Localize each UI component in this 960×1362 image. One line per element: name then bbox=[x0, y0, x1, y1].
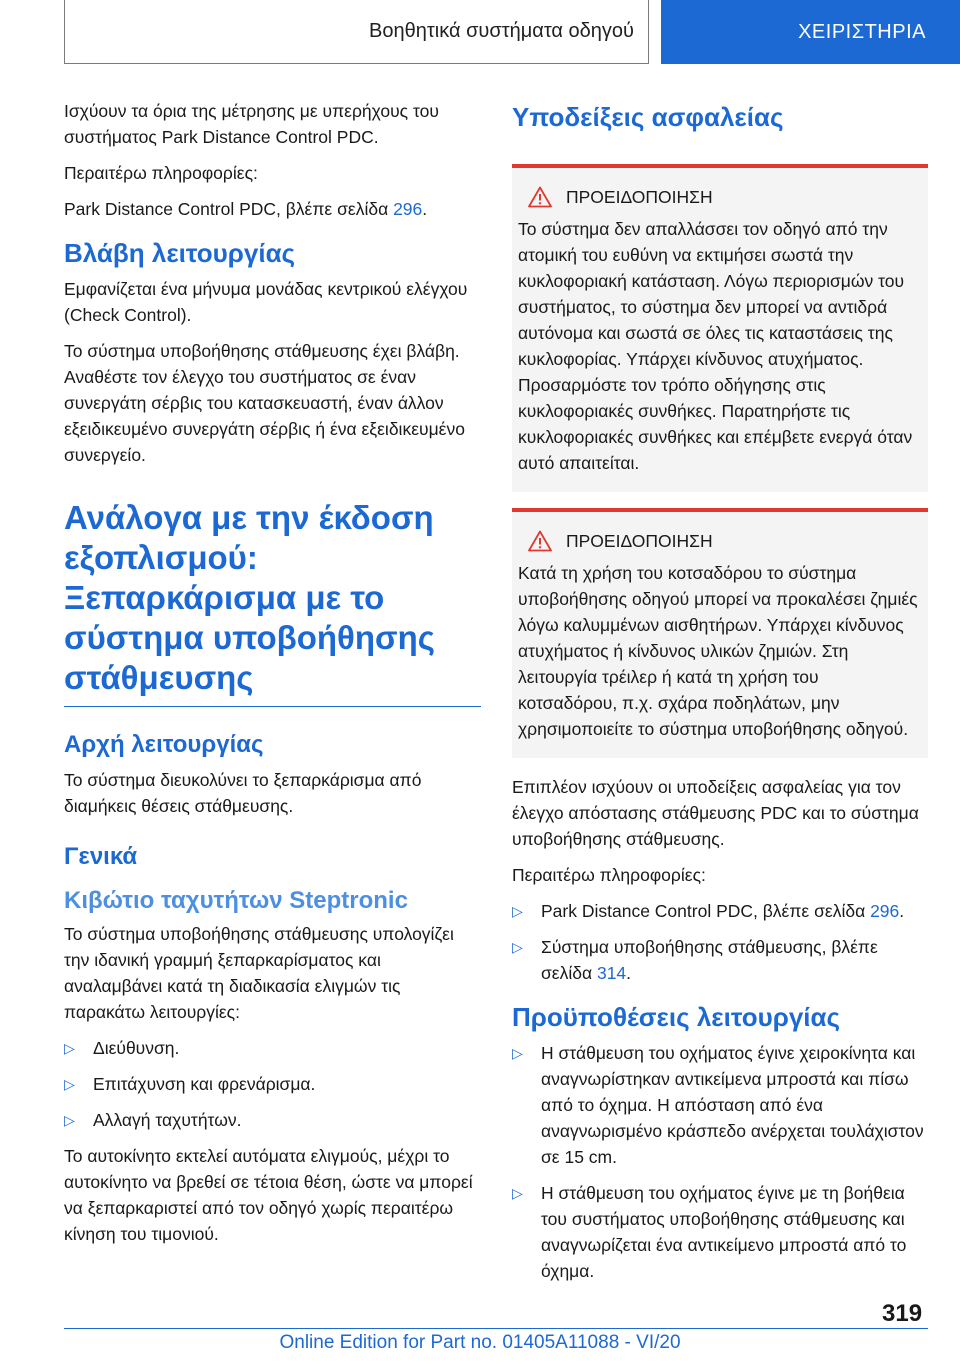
warning-box bbox=[512, 164, 928, 492]
triangle-right-icon: ▷ bbox=[512, 1185, 523, 1201]
heading-steptronic: Κιβώτιο ταχυτήτων Steptronic bbox=[64, 887, 408, 914]
ref-text: Park Distance Control PDC, βλέπε σελίδα bbox=[541, 901, 871, 921]
paragraph: Το αυτοκίνητο εκτελεί αυτόματα ελιγμούς, μέχρι το αυτοκίνητο να βρεθεί σε τέτοια θέση, ώστε να μπορεί να ξεπαρκαριστεί από τον οδηγό χωρίς περαιτέρω κίνηση του τιμονιού. bbox=[64, 1146, 473, 1244]
paragraph: Εμφανίζεται ένα μήνυμα μονάδας κεντρικού ελέγχου (Check Control). bbox=[64, 279, 468, 325]
paragraph-with-ref bbox=[64, 196, 481, 222]
heading-main: Ανάλογα με την έκδοση εξοπλισμού: Ξεπαρκάρισμα με το σύστημα υποβοήθησης στάθμευσης bbox=[64, 498, 481, 707]
list-item bbox=[64, 1107, 481, 1133]
warning-triangle-icon bbox=[528, 186, 552, 208]
triangle-right-icon: ▷ bbox=[64, 1112, 75, 1128]
list-item bbox=[512, 1040, 928, 1170]
function-list bbox=[64, 1035, 481, 1133]
left-column bbox=[64, 98, 481, 1257]
list-item bbox=[512, 934, 928, 986]
paragraph: Περαιτέρω πληροφορίες: bbox=[64, 163, 258, 183]
list-item-text: Η στάθμευση του οχήματος έγινε χειροκίνητα και αναγνωρίστηκαν αντικείμενα μπροστά και πίσω από το όχημα. Η απόσταση από ένα αναγνωρισμένο κράσπεδο ανέρχεται τουλάχιστον σε 15 cm. bbox=[541, 1043, 924, 1167]
warning-title: ΠΡΟΕΙΔΟΠΟΙΗΣΗ bbox=[566, 530, 713, 551]
ref-end: . bbox=[626, 963, 632, 983]
page-link[interactable]: 314 bbox=[596, 963, 627, 983]
heading-principle: Αρχή λειτουργίας bbox=[64, 731, 264, 758]
heading-prerequisites: Προϋποθέσεις λειτουργίας bbox=[512, 1002, 841, 1032]
warning-title: ΠΡΟΕΙΔΟΠΟΙΗΣΗ bbox=[566, 186, 713, 207]
warning-box bbox=[512, 508, 928, 758]
paragraph: Το σύστημα υποβοήθησης στάθμευσης έχει βλάβη. Αναθέστε τον έλεγχο του συστήματος σε έναν συνεργάτη σέρβις του κατασκευαστή, έναν άλλον εξειδικευμένο συνεργάτη σέρβις ή ένα εξειδικευμένο συνεργείο. bbox=[64, 341, 465, 465]
warning-header bbox=[518, 186, 922, 208]
ref-end: . bbox=[899, 901, 905, 921]
list-item bbox=[512, 1180, 928, 1284]
footer-edition: Online Edition for Part no. 01405A11088 - VI/20 bbox=[279, 1332, 681, 1353]
header-chapter-tab[interactable] bbox=[661, 0, 960, 64]
list-item bbox=[512, 898, 928, 924]
heading-safety: Υποδείξεις ασφαλείας bbox=[512, 102, 784, 132]
paragraph: Περαιτέρω πληροφορίες: bbox=[512, 865, 706, 885]
list-item-text: Η στάθμευση του οχήματος έγινε με τη βοήθεια του συστήματος υποβοήθησης στάθμευσης και αναγνωρίζεται ένα αντικείμενο μπροστά από το όχημα. bbox=[541, 1183, 907, 1281]
header-section-title bbox=[64, 0, 649, 64]
list-item bbox=[64, 1071, 481, 1097]
paragraph: Το σύστημα υποβοήθησης στάθμευσης υπολογίζει την ιδανική γραμμή ξεπαρκαρίσματος και αναλαμβάνει κατά τη διαδικασία ελιγμών τις παρακάτω λειτουργίες: bbox=[64, 924, 454, 1022]
triangle-right-icon: ▷ bbox=[64, 1040, 75, 1056]
triangle-right-icon: ▷ bbox=[512, 1045, 523, 1061]
list-item-text: Επιτάχυνση και φρενάρισμα. bbox=[93, 1074, 316, 1094]
page-link[interactable]: 296 bbox=[393, 199, 423, 219]
footer-divider bbox=[64, 1328, 928, 1329]
warning-text: Το σύστημα δεν απαλλάσσει τον οδηγό από την ατομική του ευθύνη να εκτιμήσει σωστά την κυκλοφοριακή κατάσταση. Λόγω περιορισμών του συστήματος, το σύστημα δεν μπορεί να αντιδρά αυτόνομα και σωστά σε όλες τις καταστάσεις της κυκλοφορίας. Υπάρχει κίνδυνος ατυχήματος. Προσαρμόστε τον τρόπο οδήγησης στις κυκλοφοριακές συνθήκες. Παρατηρήστε τις κυκλοφοριακές συνθήκες και επέμβετε ενεργά όταν αυτό απαιτείται. bbox=[518, 219, 913, 473]
ref-text: Σύστημα υποβοήθησης στάθμευσης, βλέπε σελίδα bbox=[541, 937, 878, 983]
heading-fault: Βλάβη λειτουργίας bbox=[64, 238, 296, 268]
warning-header bbox=[518, 530, 922, 552]
warning-triangle-icon bbox=[528, 530, 552, 552]
heading-general: Γενικά bbox=[64, 843, 138, 870]
ref-text: Park Distance Control PDC, βλέπε σελίδα bbox=[64, 199, 394, 219]
right-column bbox=[512, 98, 928, 1294]
list-item-text: Αλλαγή ταχυτήτων. bbox=[93, 1110, 242, 1130]
paragraph: Ισχύουν τα όρια της μέτρησης με υπερήχους του συστήματος Park Distance Control PDC. bbox=[64, 101, 439, 147]
prerequisite-list bbox=[512, 1040, 928, 1284]
page-link[interactable]: 296 bbox=[870, 901, 900, 921]
triangle-right-icon: ▷ bbox=[512, 939, 523, 955]
list-item-text: Διεύθυνση. bbox=[93, 1038, 180, 1058]
page-number: 319 bbox=[882, 1300, 923, 1327]
triangle-right-icon: ▷ bbox=[64, 1076, 75, 1092]
paragraph: Το σύστημα διευκολύνει το ξεπαρκάρισμα από διαμήκεις θέσεις στάθμευσης. bbox=[64, 770, 422, 816]
ref-end: . bbox=[422, 199, 428, 219]
warning-text: Κατά τη χρήση του κοτσαδόρου το σύστημα υποβοήθησης οδηγού μπορεί να προκαλέσει ζημιές λόγω καλυμμένων αισθητήρων. Υπάρχει κίνδυνος ατυχήματος ή κίνδυνος υλικών ζημιών. Στη λειτουργία τρέιλερ ή κατά τη χρήση του κοτσαδόρου, π.χ. σχάρα ποδηλάτων, μην χρησιμοποιείτε το σύστημα υποβοήθησης οδηγού. bbox=[518, 563, 918, 739]
chapter-title: ΧΕΙΡΙΣΤΗΡΙΑ bbox=[798, 20, 926, 43]
section-title: Βοηθητικά συστήματα οδηγού bbox=[369, 20, 634, 42]
list-item bbox=[64, 1035, 481, 1061]
paragraph: Επιπλέον ισχύουν οι υποδείξεις ασφαλείας για τον έλεγχο απόστασης στάθμευσης PDC και το σύστημα υποβοήθησης στάθμευσης. bbox=[512, 777, 919, 849]
reference-list bbox=[512, 898, 928, 986]
triangle-right-icon: ▷ bbox=[512, 903, 523, 919]
